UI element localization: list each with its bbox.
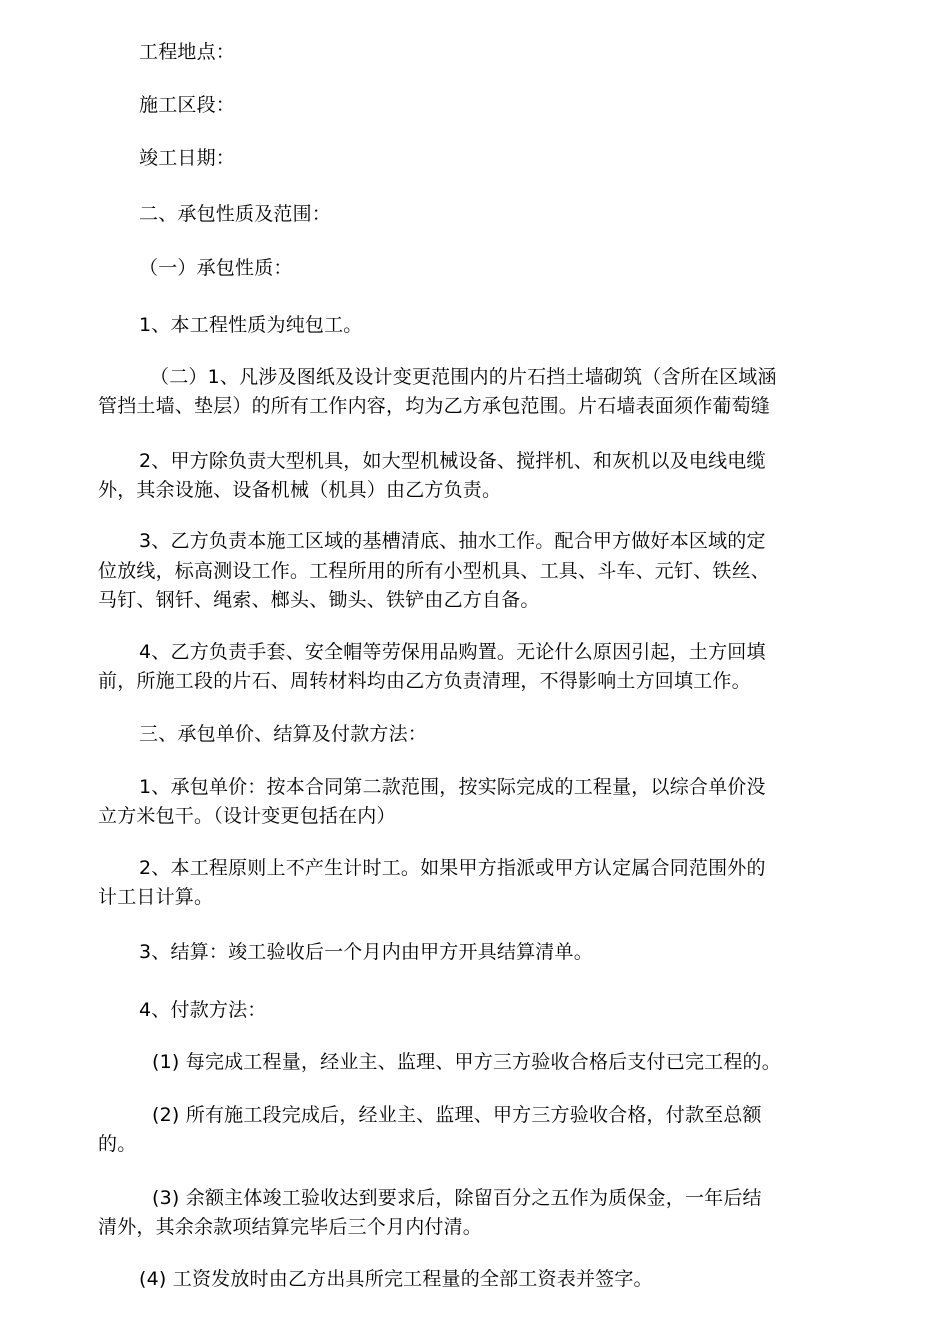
clause-text: 前，所施工段的片石、周转材料均由乙方负责清理，不得影响土方回填工作。 [98,670,751,692]
payment-item: 清外，其余余款项结算完毕后三个月内付清。 [98,1216,483,1238]
clause-text: 2、本工程原则上不产生计时工。如果甲方指派或甲方认定属合同范围外的 [139,857,766,879]
clause-text: 4、付款方法： [139,999,267,1021]
payment-item: (3) 余额主体竣工验收达到要求后，除留百分之五作为质保金，一年后结 [152,1187,762,1209]
field-completion-date: 竣工日期： [139,147,236,169]
field-construction-section: 施工区段： [139,94,236,116]
clause-text: 马钉、钢钎、绳索、榔头、锄头、铁铲由乙方自备。 [98,589,540,611]
payment-item: (1) 每完成工程量，经业主、监理、甲方三方验收合格后支付已完工程的。 [152,1051,781,1073]
clause-text: 4、乙方负责手套、安全帽等劳保用品购置。无论什么原因引起，土方回填 [139,641,766,663]
subsection-heading-nature: （一）承包性质： [139,257,293,279]
clause-text: 3、乙方负责本施工区域的基槽清底、抽水工作。配合甲方做好本区域的定 [139,530,766,552]
clause-text: 外，其余设施、设备机械（机具）由乙方负责。 [98,479,502,501]
payment-item: 的。 [98,1133,137,1155]
clause-text: 3、结算：竣工验收后一个月内由甲方开具结算清单。 [139,941,593,963]
clause-text: （二）1、凡涉及图纸及设计变更范围内的片石挡土墙砌筑（含所在区域涵 [150,366,777,388]
section-heading-3: 三、承包单价、结算及付款方法： [139,723,428,745]
clause-text: 计工日计算。 [98,886,214,908]
clause-text: 立方米包干。（设计变更包括在内） [98,805,396,827]
payment-item: (4) 工资发放时由乙方出具所完工程量的全部工资表并签字。 [139,1268,653,1290]
clause-text: 1、承包单价：按本合同第二款范围，按实际完成的工程量，以综合单价没 [139,776,766,798]
field-project-location: 工程地点： [139,41,236,63]
clause-text: 1、本工程性质为纯包工。 [139,314,363,336]
clause-text: 位放线，标高测设工作。工程所用的所有小型机具、工具、斗车、元钉、铁丝、 [98,560,771,582]
clause-text: 管挡土墙、垫层）的所有工作内容，均为乙方承包范围。片石墙表面须作葡萄缝 [98,395,771,417]
payment-item: (2) 所有施工段完成后，经业主、监理、甲方三方验收合格，付款至总额 [152,1104,762,1126]
section-heading-2: 二、承包性质及范围： [139,203,332,225]
clause-text: 2、甲方除负责大型机具，如大型机械设备、搅拌机、和灰机以及电线电缆 [139,450,766,472]
